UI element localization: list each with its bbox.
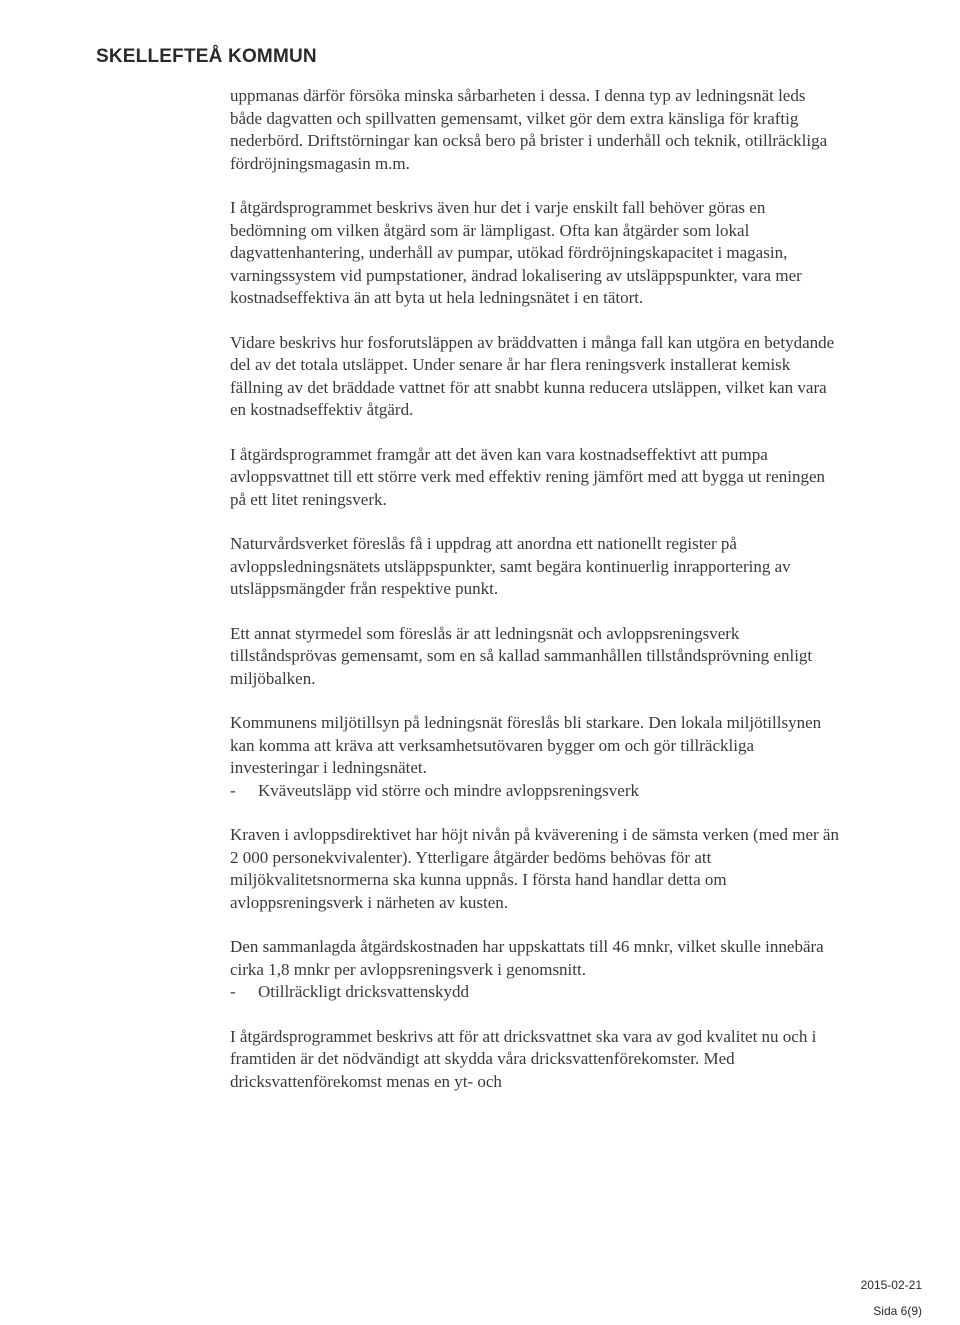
body-paragraph: Den sammanlagda åtgärdskostnaden har uppskattats till 46 mnkr, vilket skulle innebära cirka 1,8 mnkr per avloppsreningsverk i genomsnitt. [230, 937, 824, 979]
body-paragraph: Kommunens miljötillsyn på ledningsnät föreslås bli starkare. Den lokala miljötillsynen kan komma att kräva att verksamhetsutövaren bygger om och gör tillräckliga investeringar i ledningsnätet. [230, 713, 822, 777]
body-paragraph: uppmanas därför försöka minska sårbarheten i dessa. I denna typ av ledningsnät leds både dagvatten och spillvatten gemensamt, vilket gör dem extra känsliga för kraftig nederbörd. Driftstörningar kan också bero på brister i underhåll och teknik, otillräckliga fördröjningsmagasin m.m. [230, 86, 828, 173]
document-date: 2015-02-21 [860, 1278, 922, 1292]
list-dash: - [230, 780, 236, 800]
section-heading-drinking-water [230, 981, 840, 1004]
page-number: Sida 6(9) [873, 1304, 922, 1318]
document-body [230, 85, 840, 1093]
section-heading-text: Otillräckligt dricksvattenskydd [258, 982, 470, 1001]
body-paragraph: Ett annat styrmedel som föreslås är att ledningsnät och avloppsreningsverk tillståndsprövas gemensamt, som en så kallad sammanhållen tillståndsprövning enligt miljöbalken. [230, 623, 813, 688]
body-paragraph: I åtgärdsprogrammet beskrivs att för att dricksvattnet ska vara av god kvalitet nu och i framtiden är det nödvändigt att skydda våra dricksvattenförekomster. Med dricksvattenförekomst menas en yt- och [230, 1026, 817, 1091]
body-paragraph: I åtgärdsprogrammet beskrivs även hur det i varje enskilt fall behöver göras en bedömning om vilken åtgärd som är lämpligast. Ofta kan åtgärder som lokal dagvattenhantering, underhåll av pumpar, utökad fördröjningskapacitet i magasin, varningssystem vid pumpstationer, ändrad lokalisering av utsläppspunkter, vara mer kostnadseffektiva än att byta ut hela ledningsnätet i en tätort. [230, 198, 802, 307]
body-paragraph: Naturvårdsverket föreslås få i uppdrag att anordna ett nationellt register på avloppsledningsnätets utsläppspunkter, samt begära kontinuerlig inrapportering av utsläppsmängder från respektive punkt. [230, 534, 791, 598]
section-heading-text: Kväveutsläpp vid större och mindre avloppsreningsverk [258, 780, 639, 800]
list-dash: - [230, 982, 236, 1001]
body-paragraph: Vidare beskrivs hur fosforutsläppen av bräddvatten i många fall kan utgöra en betydande del av det totala utsläppet. Under senare år har flera reningsverk installerat kemisk fällning av det bräddade vattnet för att snabbt kunna reducera utsläppen, vilket kan vara en kostnadseffektiv åtgärd. [230, 332, 835, 419]
body-paragraph: Kraven i avloppsdirektivet har höjt nivån på kväverening i de sämsta verken (med mer än 2 000 personekvivalenter). Ytterligare åtgärder bedöms behövas för att miljökvalitetsnormerna ska kunna uppnås. I första hand handlar detta om avloppsreningsverk i närheten av kusten. [230, 825, 839, 912]
body-paragraph: I åtgärdsprogrammet framgår att det även kan vara kostnadseffektivt att pumpa avloppsvattnet till ett större verk med effektiv rening jämfört med att bygga ut reningen på ett litet reningsverk. [230, 444, 825, 509]
section-heading-nitrogen [230, 780, 840, 803]
organization-header: SKELLEFTEÅ KOMMUN [96, 46, 317, 67]
